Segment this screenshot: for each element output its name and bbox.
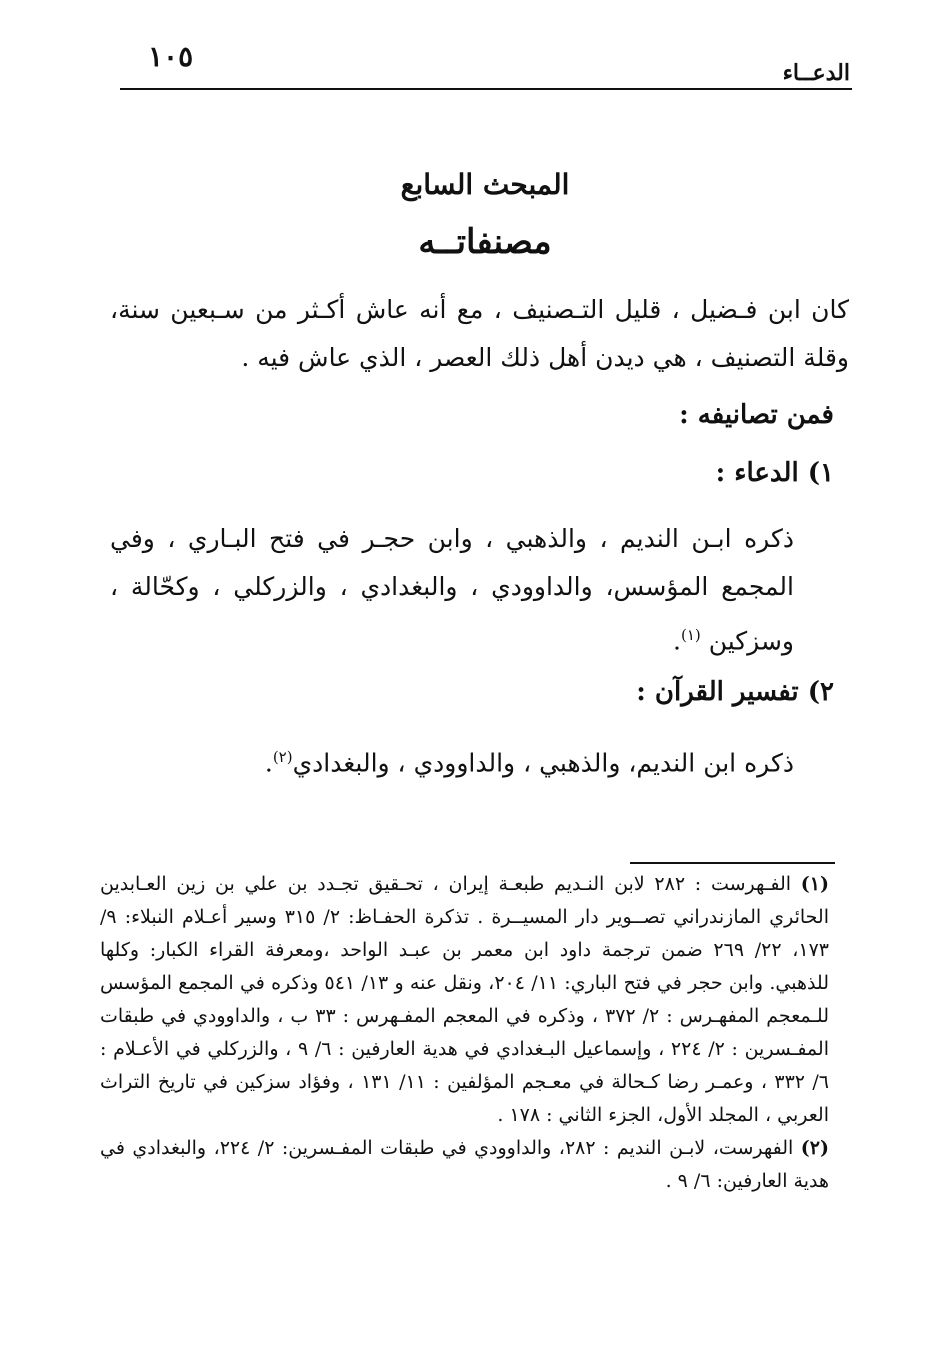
footnote-number-2: (٢) xyxy=(800,1137,830,1159)
work-text-1 xyxy=(110,515,794,665)
work-text-1-end: . xyxy=(673,626,681,656)
footnote-ref-2[interactable]: (٢) xyxy=(272,748,293,766)
intro-paragraph: كان ابن فـضيل ، قليل التـصنيف ، مع أنه عاش أكـثر من سـبعين سنة، وقلة التصنيف ، هي ديدن أهل ذلك العصر ، الذي عاش فيه . xyxy=(110,295,849,372)
page-number: ١٠٥ xyxy=(148,40,194,73)
header-rule xyxy=(120,88,852,90)
footnote-rule xyxy=(630,862,835,864)
work-title-1: ١) الدعاء : xyxy=(715,458,834,488)
work-text-2 xyxy=(110,733,794,787)
footnote-text-2: الفهرست، لابـن النديم : ٢٨٢، والداوودي في طبقات المفـسرين: ٢/ ٢٢٤، والبغدادي في هدية العارفين: ٦/ ٩ . xyxy=(100,1137,829,1192)
section-title: مصنفاتــه xyxy=(418,222,552,262)
footnote-ref-1[interactable]: (١) xyxy=(680,626,701,644)
footnote-text-1: الفـهرست : ٢٨٢ لابن النـديم طبعـة إيران ، تحـقيق تجـدد بن علي بن زين العـابدين الحائري المازندراني تصــوير دار المسيــرة . تذكرة الحفـاظ: ٢/ ٣١٥ وسير أعـلام النبلاء: ٩/ ١٧٣، ٢٢/ ٢٦٩ ضمن ترجمة داود ابن معمر بن عبـد الواحد ،ومعرفة القراء الكبار: وكلها للذهبي. وابن حجر في فتح الباري: ١١/ ٢٠٤، ونقل عنه و ١٣/ ٥٤١ وذكره في المجمع المؤسس للـمعجم المفهـرس : ٢/ ٣٧٢ ، وذكره في المعجم المفـهرس : ٣٣ ب ، والداوودي في طبقات المفـسرين : ٢/ ٢٢٤ ، وإسماعيل البـغدادي في هدية العارفين : ٦/ ٩ ، والزركلي في الأعـلام : ٦/ ٣٣٢ ، وعمـر رضا كـحالة في معـجم المؤلفين : ١١/ ١٣١ ، وفؤاد سزكين في تاريخ التراث العربي ، المجلد الأول، الجزء الثاني : ١٧٨ . xyxy=(100,873,830,1126)
footnote-number-1: (١) xyxy=(800,873,829,895)
section-label: المبحث السابع xyxy=(400,168,570,201)
running-title: الدعــاء xyxy=(782,60,850,86)
work-text-1-body: ذكره ابـن النديم ، والذهبي ، وابن حجـر في فتح البـاري ، وفي المجمع المؤسس، والداوودي ، والبغدادي ، والزركلي ، وكحّالة ، وسزكين xyxy=(110,524,794,656)
work-text-2-body: ذكره ابن النديم، والذهبي ، والداوودي ، والبغدادي xyxy=(292,748,794,778)
running-head xyxy=(120,40,850,90)
footnote-2 xyxy=(100,1132,829,1198)
work-title-2: ٢) تفسير القرآن : xyxy=(636,677,834,707)
works-heading: فمن تصانيفه : xyxy=(679,400,834,430)
footnotes xyxy=(100,868,829,1198)
work-text-2-end: . xyxy=(264,748,273,778)
footnote-1 xyxy=(100,868,829,1132)
